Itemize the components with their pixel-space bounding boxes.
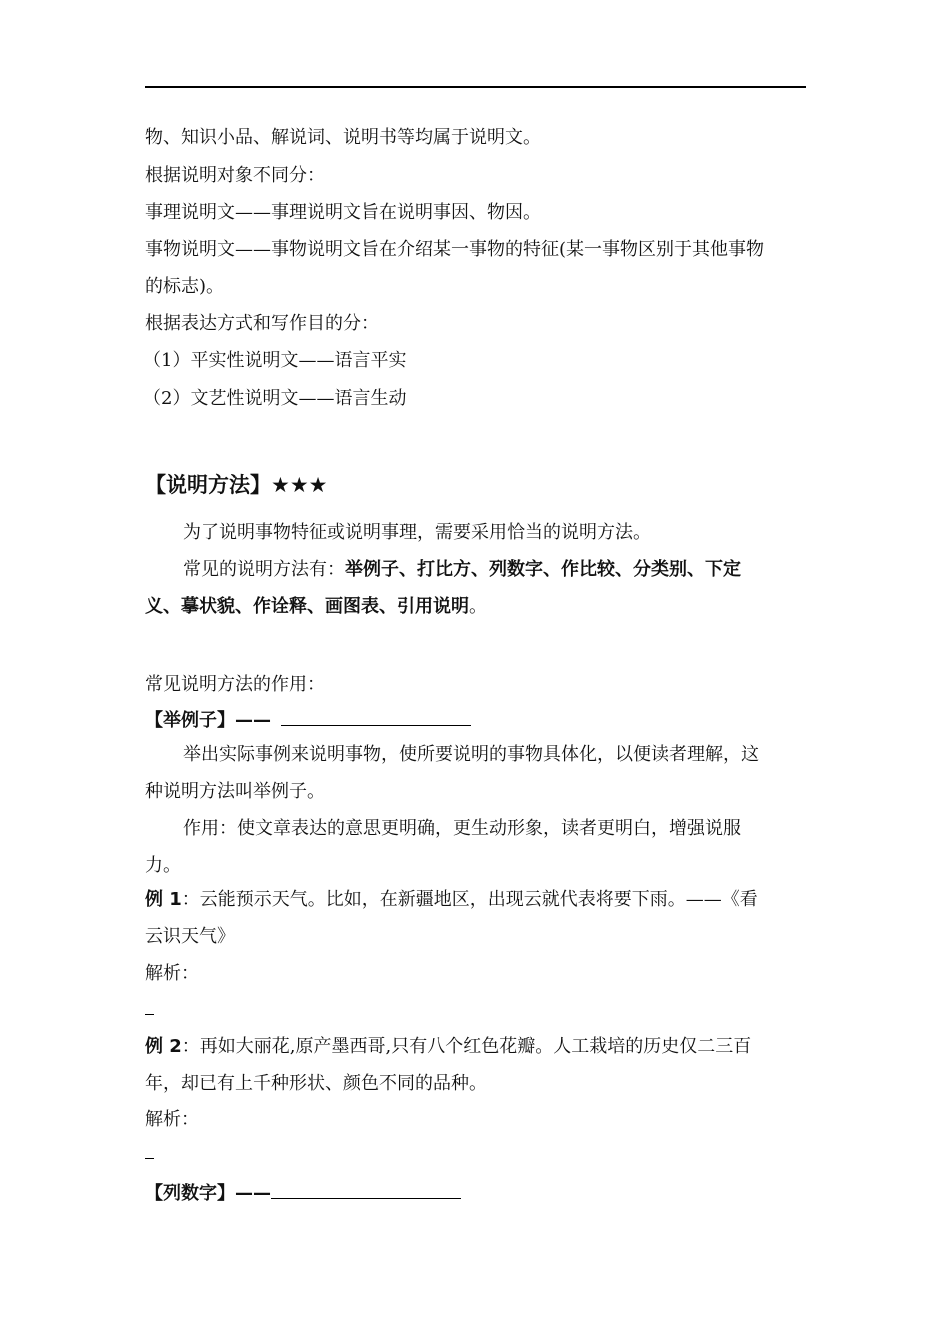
method-heading: [145, 1180, 806, 1207]
example-2: [145, 1034, 806, 1060]
example-1-cont: 云识天气》: [145, 926, 235, 947]
answer-dash: [145, 1158, 154, 1159]
example-1: [145, 887, 806, 913]
example-label: 例 2: [145, 1036, 182, 1057]
method2-label: 【列数字】——: [145, 1183, 271, 1204]
list-item: （1）平实性说明文——语言平实: [143, 350, 407, 371]
analysis-label: 解析：: [145, 1109, 199, 1130]
period: 。: [469, 596, 487, 617]
text-line: 根据表达方式和写作目的分：: [145, 313, 379, 334]
paragraph-continuation: [145, 594, 806, 620]
example-text: ：云能预示天气。比如，在新疆地区，出现云就代表将要下雨。——《看: [181, 889, 758, 910]
methods-list: 举例子、打比方、列数字、作比较、分类别、下定: [345, 559, 741, 580]
example-2-cont: 年，却已有上千种形状、颜色不同的品种。: [145, 1073, 487, 1094]
methods-list-cont: 义、摹状貌、作诠释、画图表、引用说明: [145, 596, 469, 617]
fill-blank: [271, 1180, 461, 1199]
paragraph: [183, 557, 806, 583]
text-line: 根据说明对象不同分：: [145, 165, 325, 186]
analysis-label: 解析：: [145, 963, 199, 984]
definition: 举出实际事例来说明事物，使所要说明的事物具体化，以便读者理解，这: [183, 744, 759, 765]
definition-cont: 种说明方法叫举例子。: [145, 781, 325, 802]
usage: 作用：使文章表达的意思更明确，更生动形象，读者更明白，增强说服: [183, 818, 741, 839]
method1-label: 【举例子】——: [145, 710, 271, 731]
text-line: 事物说明文——事物说明文旨在介绍某一事物的特征(某一事物区别于其他事物: [145, 239, 765, 260]
method-heading: [145, 707, 806, 734]
example-text: ：再如大丽花,原产墨西哥,只有八个红色花瓣。人工栽培的历史仅二三百: [181, 1036, 752, 1057]
paragraph: 为了说明事物特征或说明事理，需要采用恰当的说明方法。: [183, 522, 651, 543]
example-label: 例 1: [145, 889, 182, 910]
text-line: 物、知识小品、解说词、说明书等均属于说明文。: [145, 127, 541, 148]
paragraph-prefix: 常见的说明方法有：: [183, 559, 345, 580]
section-title: 【说明方法】★★★: [145, 473, 328, 497]
header-rule: [145, 86, 806, 88]
text-line: 的标志)。: [145, 276, 225, 297]
answer-dash: [145, 1014, 154, 1015]
list-item: （2）文艺性说明文——语言生动: [143, 388, 407, 409]
fill-blank: [281, 707, 471, 726]
text-line: 事理说明文——事理说明文旨在说明事因、物因。: [145, 202, 541, 223]
usage-cont: 力。: [145, 855, 181, 876]
paragraph: 常见说明方法的作用：: [145, 674, 325, 695]
